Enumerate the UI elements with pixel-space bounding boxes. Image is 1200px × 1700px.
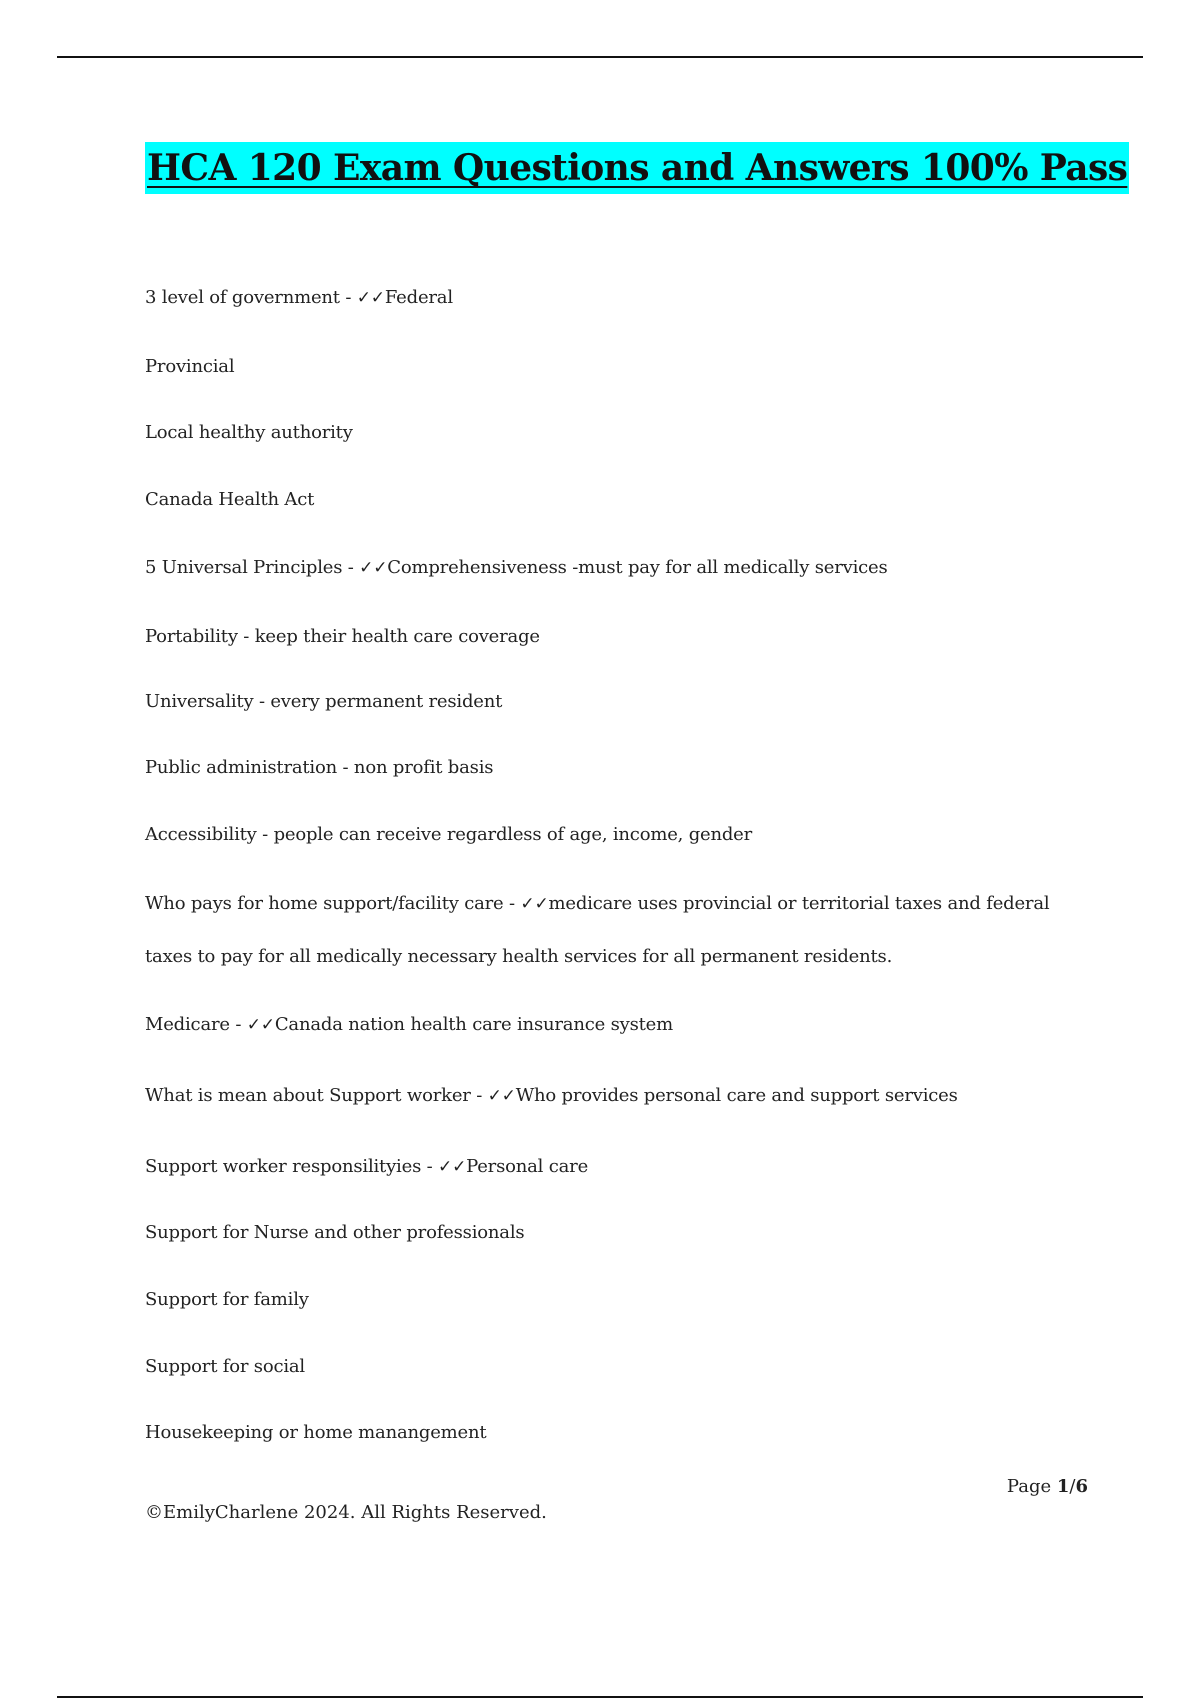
qa-line [145, 286, 453, 310]
answer-text: Comprehensiveness -must pay for all medically services [387, 557, 888, 578]
double-check-icon: ✓✓ [438, 1157, 467, 1177]
answer-continuation: Support for Nurse and other professionals [145, 1222, 525, 1243]
answer-text: Who provides personal care and support services [515, 1085, 958, 1106]
double-check-icon: ✓✓ [246, 1015, 275, 1035]
double-check-icon: ✓✓ [359, 558, 388, 578]
page-label: Page [1006, 1476, 1057, 1497]
answer-continuation: Public administration - non profit basis [145, 757, 494, 778]
answer-continuation: Accessibility - people can receive regardless of age, income, gender [145, 824, 753, 845]
question-term: 5 Universal Principles - [145, 557, 360, 578]
answer-continuation: taxes to pay for all medically necessary health services for all permanent residents. [145, 946, 893, 967]
qa-line [145, 1084, 958, 1108]
document-title: HCA 120 Exam Questions and Answers 100% Pass [145, 142, 1129, 194]
question-term: 3 level of government - [145, 287, 357, 308]
question-term: What is mean about Support worker - [145, 1085, 488, 1106]
answer-text: Personal care [466, 1156, 589, 1177]
answer-continuation: Provincial [145, 356, 235, 377]
answer-text: Federal [384, 287, 453, 308]
copyright-notice: ©EmilyCharlene 2024. All Rights Reserved. [145, 1502, 547, 1523]
answer-continuation: Housekeeping or home manangement [145, 1422, 487, 1443]
qa-line [145, 1013, 673, 1037]
answer-continuation: Support for family [145, 1289, 309, 1310]
answer-continuation: Support for social [145, 1356, 305, 1377]
page-separator: / [1069, 1476, 1076, 1497]
answer-continuation: Portability - keep their health care coverage [145, 626, 540, 647]
qa-line [145, 1155, 588, 1179]
header-rule [57, 56, 1143, 58]
question-term: Support worker responsilityies - [145, 1156, 439, 1177]
question-term: Who pays for home support/facility care - [145, 893, 521, 914]
question-term: Medicare - [145, 1014, 247, 1035]
answer-text: medicare uses provincial or territorial taxes and federal [548, 893, 1050, 914]
footer-rule [57, 1696, 1143, 1698]
page-current: 1 [1056, 1476, 1070, 1497]
double-check-icon: ✓✓ [356, 288, 385, 308]
page-total: 6 [1075, 1476, 1088, 1497]
answer-continuation: Canada Health Act [145, 489, 315, 510]
double-check-icon: ✓✓ [520, 894, 549, 914]
qa-line [145, 556, 888, 580]
answer-text: Canada nation health care insurance system [274, 1014, 673, 1035]
double-check-icon: ✓✓ [487, 1086, 516, 1106]
answer-continuation: Local healthy authority [145, 422, 353, 443]
answer-continuation: Universality - every permanent resident [145, 691, 503, 712]
qa-line [145, 892, 1049, 916]
page-number [1007, 1475, 1088, 1499]
